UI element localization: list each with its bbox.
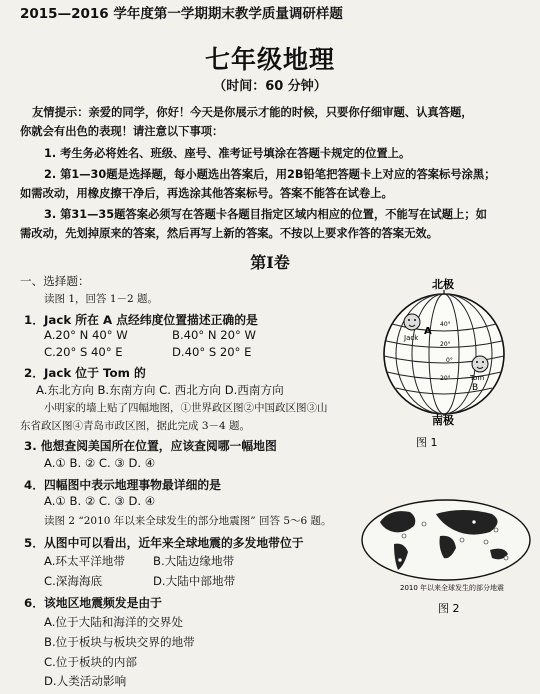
exam-header: 2015—2016 学年度第一学期期末教学质量调研样题: [20, 6, 343, 22]
q5-option-a: A.环太平洋地带: [44, 554, 125, 568]
passage-line-1: 小明家的墙上贴了四幅地图，①世界政区图②中国政区图③山: [44, 402, 328, 414]
rule-1: 1. 考生务必将姓名、班级、座号、准考证号填涂在答题卡规定的位置上。: [44, 147, 411, 160]
q6-option-d: D.人类活动影响: [44, 674, 127, 688]
rule-3b: 需改动，先划掉原来的答案，然后再写上新的答案。不按以上要求作答的答案无效。: [20, 227, 438, 240]
q1-option-b: B.40° N 20° W: [172, 328, 256, 342]
rule-3a: 3. 第31—35题答案必须写在答题卡各题目指定区域内相应的位置，不能写在试题上；如: [44, 208, 487, 221]
lat-label: 20°: [440, 341, 451, 348]
question-6: 6．该地区地震频发是由于: [24, 596, 162, 610]
question-4: 4．四幅图中表示地理事物最详细的是: [24, 478, 221, 492]
point-b-label: B: [472, 383, 479, 393]
read-instruction-1: 读图 1，回答 1－2 题。: [44, 293, 159, 305]
globe-outline: [384, 294, 504, 414]
question-5: 5．从图中可以看出，近年来全球地震的多发地带位于: [24, 536, 304, 550]
lat-label: 40°: [440, 321, 451, 328]
figure-1-globe: [372, 276, 528, 452]
jack-figure: [404, 314, 420, 330]
lat-label: 20°: [440, 375, 451, 382]
figure-1-caption: 图 1: [416, 436, 438, 449]
part-heading: 一、选择题：: [20, 274, 90, 288]
rule-2a: 2. 第1—30题是选择题，每小题选出答案后，用2B铅笔把答题卡上对应的答案标号涂黑；: [44, 168, 496, 181]
q1-option-c: C.20° S 40° E: [44, 345, 123, 359]
tom-figure: [472, 356, 488, 372]
intro-line-1: 友情提示：亲爱的同学，你好！今天是你展示才能的时候，只要你仔细审题、认真答题，: [32, 106, 473, 119]
exam-time: （时间：60 分钟）: [213, 79, 327, 94]
jack-label: Jack: [404, 334, 419, 342]
q5-option-b: B.大陆边缘地带: [153, 554, 235, 568]
page-title: 七年级地理: [204, 45, 335, 74]
lat-label: 0°: [446, 357, 453, 364]
north-pole-label: 北极: [432, 278, 454, 291]
question-3: 3. 他想查阅美国所在位置，应该查阅哪一幅地图: [24, 439, 277, 453]
passage-line-2: 东省政区图④青岛市政区图，据此完成 3－4 题。: [20, 420, 251, 432]
south-pole-label: 南极: [432, 414, 454, 427]
q2-options: A.东北方向 B.东南方向 C. 西北方向 D.西南方向: [36, 383, 284, 397]
figure-2-caption: 图 2: [438, 602, 460, 615]
question-1: 1．Jack 所在 A 点经纬度位置描述正确的是: [24, 313, 258, 327]
q5-option-c: C.深海海底: [44, 574, 103, 588]
tom-label: Tom: [470, 374, 485, 382]
q1-option-a: A.20° N 40° W: [44, 328, 128, 342]
q4-options: A.① B. ② C. ③ D. ④: [44, 494, 156, 508]
rule-2b: 如需改动，用橡皮擦干净后，再选涂其他答案标号。答案不能答在试卷上。: [20, 187, 393, 200]
q6-option-a: A.位于大陆和海洋的交界处: [44, 615, 183, 629]
q6-option-b: B.位于板块与板块交界的地带: [44, 635, 195, 649]
q6-option-c: C.位于板块的内部: [44, 655, 137, 669]
section-title: 第Ⅰ卷: [250, 253, 290, 272]
intro-line-2: 你就会有出色的表现！请注意以下事项：: [20, 125, 224, 138]
figure-2-title: 2010 年以来全球发生的部分地震: [400, 584, 505, 592]
read-instruction-2: 读图 2 “2010 年以来全球发生的部分地震图” 回答 5～6 题。: [44, 515, 332, 527]
question-2: 2．Jack 位于 Tom 的: [24, 366, 146, 380]
point-a-label: A: [424, 326, 432, 337]
figure-2-map: [358, 494, 536, 618]
q5-option-d: D.大陆中部地带: [153, 574, 236, 588]
q1-option-d: D.40° S 20° E: [172, 345, 252, 359]
q3-options: A.① B. ② C. ③ D. ④: [44, 456, 156, 470]
